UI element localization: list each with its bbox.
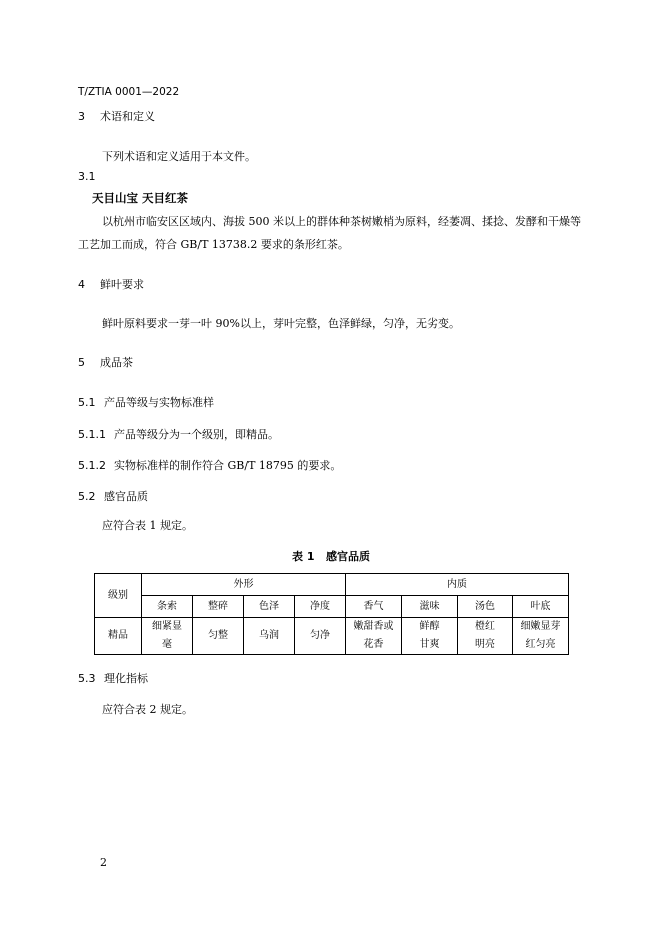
- section-4-text: 鲜叶原料要求一芽一叶 90%以上，芽叶完整，色泽鲜绿，匀净，无劣变。: [102, 317, 460, 330]
- cell-line: 匀整: [208, 630, 228, 641]
- section-number: 4: [78, 278, 85, 291]
- section-number: 3: [78, 110, 85, 123]
- clause-5-1-heading: [78, 394, 214, 410]
- clause-5-1-1: [78, 426, 279, 442]
- clause-title: 感官品质: [104, 490, 148, 503]
- internal-quality-group-header: 内质: [346, 574, 569, 596]
- clause-number: 5.1: [78, 396, 96, 409]
- grade-header-cell: 级别: [95, 574, 142, 618]
- cell-line: 嫩甜香或: [353, 621, 394, 632]
- section-title: 成品茶: [100, 356, 133, 369]
- table-1-caption: 表 1 感官品质: [292, 550, 370, 563]
- table-subheader-row: [95, 596, 569, 618]
- column-header: 香气: [346, 596, 402, 618]
- cell-line: 花香: [363, 639, 384, 650]
- section-4-heading: [78, 276, 144, 292]
- table-cell: [458, 618, 513, 655]
- cell-line: 明亮: [475, 639, 495, 650]
- clause-text: 实物标准样的制作符合 GB/T 18795 的要求。: [114, 459, 342, 472]
- clause-5-1-2: [78, 457, 341, 473]
- column-header: 条索: [142, 596, 193, 618]
- section-title: 术语和定义: [100, 110, 155, 123]
- table-cell: [346, 618, 402, 655]
- table-cell: [244, 618, 295, 655]
- cell-line: 细紧显: [152, 621, 182, 632]
- table-row: [95, 618, 569, 655]
- clause-5-2-heading: [78, 488, 148, 504]
- term-definition-line-1: 以杭州市临安区区域内、海拔 500 米以上的群体种茶树嫩梢为原料，经萎凋、揉捻、发酵和干燥等: [102, 215, 581, 228]
- section-5-heading: [78, 354, 133, 370]
- section-number: 5: [78, 356, 85, 369]
- column-header: 叶底: [513, 596, 569, 618]
- section-3-heading: [78, 108, 155, 124]
- clause-3-1-number: 3.1: [78, 170, 96, 183]
- table-header-row: [95, 574, 569, 596]
- table-cell: [295, 618, 346, 655]
- clause-number: 5.3: [78, 672, 96, 685]
- cell-line: 毫: [162, 639, 172, 650]
- column-header: 净度: [295, 596, 346, 618]
- table-cell: [193, 618, 244, 655]
- clause-number: 5.2: [78, 490, 96, 503]
- cell-line: 鲜醇: [419, 621, 440, 632]
- clause-5-2-text: 应符合表 1 规定。: [102, 519, 193, 532]
- table-cell: [142, 618, 193, 655]
- cell-line: 甘爽: [419, 639, 440, 650]
- clause-5-3-heading: [78, 670, 148, 686]
- grade-cell: 精品: [95, 618, 142, 655]
- column-header: 整碎: [193, 596, 244, 618]
- clause-title: 产品等级与实物标准样: [104, 396, 214, 409]
- document-id-header: T/ZTIA 0001—2022: [78, 86, 180, 98]
- column-header: 滋味: [402, 596, 458, 618]
- sensory-quality-table: [94, 573, 569, 655]
- appearance-group-header: 外形: [142, 574, 346, 596]
- cell-line: 乌润: [259, 630, 279, 641]
- column-header: 汤色: [458, 596, 513, 618]
- term-definition-line-2: 工艺加工而成，符合 GB/T 13738.2 要求的条形红茶。: [78, 238, 349, 251]
- section-title: 鲜叶要求: [100, 278, 144, 291]
- cell-line: 细嫩显芽: [520, 621, 561, 632]
- section-3-intro: 下列术语和定义适用于本文件。: [102, 150, 256, 163]
- clause-number: 5.1.1: [78, 428, 106, 441]
- column-header: 色泽: [244, 596, 295, 618]
- cell-line: 匀净: [310, 630, 330, 641]
- clause-title: 理化指标: [104, 672, 148, 685]
- cell-line: 红匀亮: [525, 639, 556, 650]
- table-cell: [402, 618, 458, 655]
- cell-line: 橙红: [475, 621, 495, 632]
- page-number: 2: [100, 856, 107, 869]
- term-name: 天目山宝 天目红茶: [92, 191, 189, 205]
- table-cell: [513, 618, 569, 655]
- clause-text: 产品等级分为一个级别，即精品。: [114, 428, 279, 441]
- clause-5-3-text: 应符合表 2 规定。: [102, 703, 193, 716]
- clause-number: 5.1.2: [78, 459, 106, 472]
